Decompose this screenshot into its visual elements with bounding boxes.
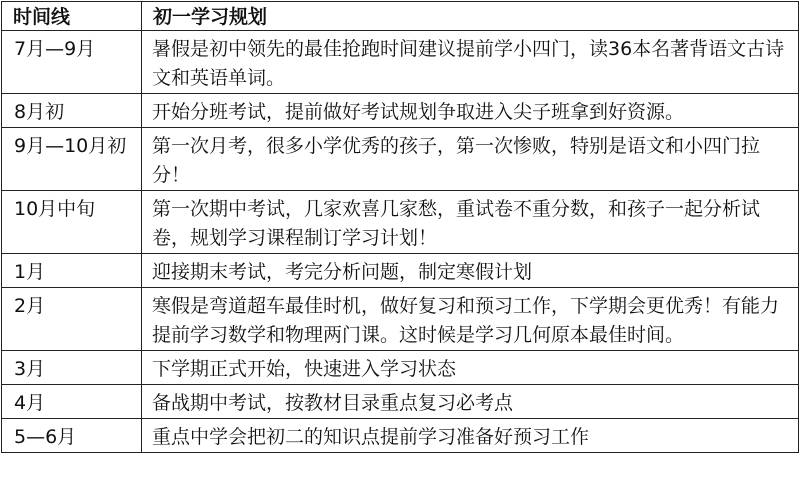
plan-cell: 寒假是弯道超车最佳时机，做好复习和预习工作，下学期会更优秀！有能力提前学习数学和物理两门课。这时候是学习几何原本最佳时间。 <box>142 288 799 351</box>
table-row <box>2 419 799 453</box>
table-header-row <box>2 2 799 31</box>
timeline-cell: 7月—9月 <box>2 31 142 94</box>
column-header-timeline: 时间线 <box>2 2 142 31</box>
timeline-cell: 4月 <box>2 385 142 419</box>
table-row <box>2 254 799 288</box>
plan-cell: 重点中学会把初二的知识点提前学习准备好预习工作 <box>142 419 799 453</box>
timeline-cell: 9月—10月初 <box>2 128 142 191</box>
table-row <box>2 128 799 191</box>
timeline-cell: 5—6月 <box>2 419 142 453</box>
timeline-cell: 10月中旬 <box>2 191 142 254</box>
timeline-cell: 1月 <box>2 254 142 288</box>
plan-cell: 暑假是初中领先的最佳抢跑时间建议提前学小四门，读36本名著背语文古诗文和英语单词。 <box>142 31 799 94</box>
plan-cell: 开始分班考试，提前做好考试规划争取进入尖子班拿到好资源。 <box>142 94 799 128</box>
table-row <box>2 385 799 419</box>
plan-cell: 备战期中考试，按教材目录重点复习必考点 <box>142 385 799 419</box>
column-header-plan: 初一学习规划 <box>142 2 799 31</box>
plan-cell: 迎接期末考试，考完分析问题，制定寒假计划 <box>142 254 799 288</box>
table-row <box>2 288 799 351</box>
timeline-cell: 2月 <box>2 288 142 351</box>
table-row <box>2 351 799 385</box>
study-plan-table <box>1 1 799 453</box>
timeline-cell: 3月 <box>2 351 142 385</box>
timeline-cell: 8月初 <box>2 94 142 128</box>
plan-cell: 下学期正式开始，快速进入学习状态 <box>142 351 799 385</box>
table-row <box>2 191 799 254</box>
plan-cell: 第一次期中考试，几家欢喜几家愁，重试卷不重分数，和孩子一起分析试卷，规划学习课程制订学习计划！ <box>142 191 799 254</box>
table-row <box>2 94 799 128</box>
table-row <box>2 31 799 94</box>
plan-cell: 第一次月考，很多小学优秀的孩子，第一次惨败，特别是语文和小四门拉分！ <box>142 128 799 191</box>
